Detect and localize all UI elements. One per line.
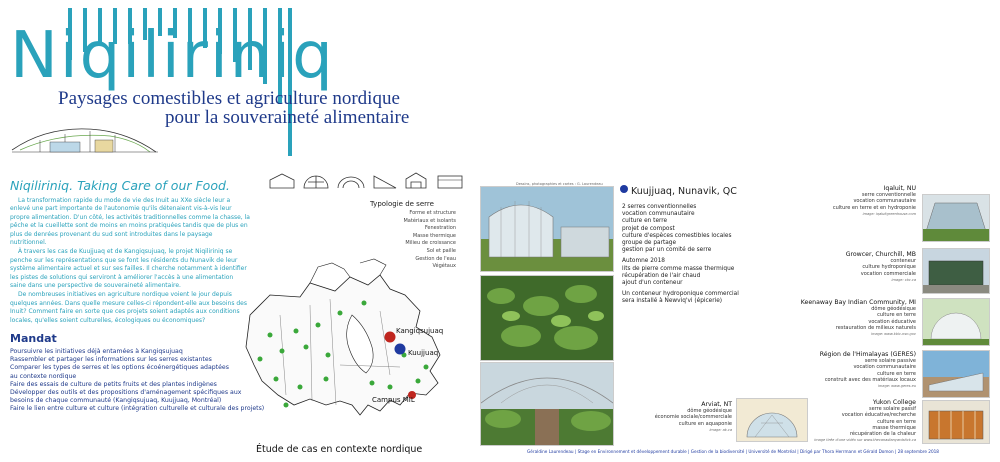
mandat-heading: Mandat — [10, 332, 57, 345]
kuujjuaq-line: vocation communautaire — [622, 211, 695, 218]
typology-item: Gestion de l'eau — [415, 255, 456, 262]
case-line: vocation éducative — [868, 318, 916, 325]
case-iqaluit — [810, 186, 916, 217]
kuujjuaq-line: Automne 2018 — [622, 258, 665, 265]
kuujjuaq-line: culture d'espèces comestibles locales — [622, 232, 732, 239]
greenhouse-site-marker — [416, 379, 421, 384]
greenhouse-site-marker — [280, 349, 285, 354]
greenhouse-site-marker — [424, 365, 429, 370]
kuujjuaq-line: groupe de partage — [622, 240, 677, 247]
kuujjuaq-marker — [395, 344, 406, 355]
photo-yukon — [922, 400, 990, 444]
case-line: construit avec des matériaux locaux — [824, 376, 916, 383]
case-growcer — [810, 252, 916, 283]
photo-arviat-dome — [736, 398, 808, 442]
case-line: conteneur — [890, 258, 916, 265]
case-line: culture hydroponique — [862, 264, 916, 271]
photo-keenaway-dome — [922, 298, 990, 346]
hoop-greenhouse-icon — [338, 177, 364, 188]
page-title: Niqiliriniq — [10, 19, 335, 93]
case-source: image: iqaluitgreenhouse.com — [862, 211, 916, 216]
case-source: image: www.geres.eu — [878, 384, 916, 389]
intro-text — [10, 197, 250, 326]
canada-map — [240, 255, 470, 445]
kuujjuaq-line: projet de compost — [622, 225, 675, 232]
gable-greenhouse-icon — [270, 174, 294, 188]
case-line: culture en terre — [877, 370, 916, 377]
case-line: culture en terre et en hydroponie — [832, 204, 916, 211]
greenhouse-site-marker — [316, 323, 321, 328]
kuujjuaq-line: gestion par un comité de serre — [622, 247, 712, 254]
mandat-item: Développer des outils et des propositions d'aménagement spécifiques aux — [10, 389, 242, 397]
case-line: culture en terre — [877, 312, 916, 319]
container-greenhouse-icon — [436, 170, 466, 192]
kuujjuaq-line: culture en terre — [622, 218, 668, 225]
photo-iqaluit — [922, 194, 990, 242]
case-line: serre conventionnelle — [861, 192, 916, 199]
intro-paragraph: À travers les cas de Kuujjuaq et de Kangiqsujuaq, le projet Niqiliriniq se penche sur les représentations que se font les résidents du Nunavik de leur système alimentaire actuel et sur ses failles. Il cherche notamment à identifier les pistes de solutions qui serviront à améliorer l'accès à une alimentation saine dans une perspective de souveraineté alimentaire. — [10, 248, 247, 290]
typology-item: Forme et structure — [409, 210, 456, 216]
typology-item: Sol et paille — [426, 247, 456, 254]
subtitle-line-1: Paysages comestibles et agriculture nordique — [58, 88, 400, 109]
subtitle-line-2: pour la souveraineté alimentaire — [165, 107, 410, 128]
greenhouse-site-marker — [338, 311, 343, 316]
case-title: Keenaway Bay Indian Community, MI — [800, 299, 916, 306]
geodesic-dome-icon — [304, 176, 328, 188]
intro-heading: Niqiliriniq. Taking Care of our Food. — [10, 178, 230, 193]
passive-solar-greenhouse-icon — [406, 173, 426, 188]
kuujjuaq-block-3 — [622, 291, 772, 305]
case-line: restauration de milieux naturels — [835, 324, 916, 331]
kuujjuaq-line: 2 serres conventionnelles — [622, 204, 697, 210]
intro-paragraph: La transformation rapide du mode de vie des Inuit au XXe siècle leur a enlevé une part importante de l'autonomie qu'ils détenaient vis-à-vis leur propre alimentation. D'un côté, les activités traditionnelles comme la chasse, la pêche et la cueillette sont de moins en moins pratiquées tandis que de plus en plus de denrées provenant du sud sont introduites dans le paysage nutritionnel. — [10, 197, 250, 247]
photo-kuujjuaq-greenhouse-exterior — [480, 186, 614, 272]
greenhouse-type-icons — [268, 170, 448, 192]
case-title: Iqaluit, NU — [883, 185, 916, 192]
mandat-list — [10, 348, 270, 414]
greenhouse-site-marker — [294, 329, 299, 334]
case-line: dôme géodésique — [687, 408, 732, 415]
greenhouse-site-marker — [388, 385, 393, 390]
case-line: économie sociale/commerciale — [654, 414, 732, 421]
typology-item: Fenestration — [424, 225, 456, 232]
map-label-kuujjuaq: Kuujjuaq — [408, 349, 439, 357]
typology-item: Végétaux — [432, 263, 456, 270]
case-line: récupération de la chaleur — [849, 431, 916, 438]
greenhouse-site-marker — [370, 381, 375, 386]
kuujjuaq-heading: Kuujjuaq, Nunavik, QC — [631, 186, 737, 197]
kuujjuaq-location-dot — [620, 185, 628, 193]
kuujjuaq-block-1 — [622, 204, 772, 254]
kuujjuaq-block-2 — [622, 258, 772, 287]
case-line: vocation communautaire — [853, 198, 916, 205]
case-source: image: www.kbic-nsn.gov — [871, 332, 916, 337]
mandat-item: besoins de chaque communauté (Kangiqsujuaq, Kuujjuaq, Montréal) — [10, 397, 222, 405]
greenhouse-site-marker — [326, 353, 331, 358]
map-label-campus-mil: Campus MIL — [372, 396, 415, 404]
case-line: vocation communautaire — [853, 364, 916, 371]
case-line: culture en aquaponie — [678, 420, 732, 427]
case-source: image: ak.ca — [709, 427, 732, 432]
map-caption: Étude de cas en contexte nordique — [256, 444, 423, 455]
case-line: vocation éducative/recherche — [841, 412, 916, 419]
photo-greenhouse-interior — [480, 362, 614, 446]
greenhouse-site-marker — [284, 403, 289, 408]
case-source: image: cbc.ca — [891, 277, 916, 282]
mandat-item: Comparer les types de serres et les options écoénergétiques adaptées — [10, 364, 229, 372]
case-title: Région de l'Himalayas (GERES) — [819, 351, 916, 358]
case-title: Yukon College — [872, 399, 916, 406]
map-label-kangiqsujuaq: Kangiqsujuaq — [396, 327, 444, 335]
typology-heading: Typologie de serre — [370, 200, 434, 208]
photo-credit: Dessins, photographies et cartes : G. Laurendeau — [516, 182, 603, 186]
photo-growcer — [922, 248, 990, 294]
kangiqsujuaq-marker — [385, 332, 396, 343]
mandat-item: Rassembler et partager les informations sur les serres existantes — [10, 356, 212, 364]
typology-item: Matériaux et isolants — [403, 217, 456, 224]
case-title: Arviat, NT — [701, 401, 732, 408]
case-line: serre solaire passive — [864, 358, 916, 365]
kuujjuaq-line: ajout d'un conteneur — [622, 280, 683, 287]
case-line: serre solaire passif — [869, 406, 916, 413]
photo-plants-closeup — [480, 275, 614, 361]
greenhouse-site-marker — [268, 333, 273, 338]
case-source: image tirée d'une vidéo sur www.thecanadianyardstick.ca — [814, 438, 916, 443]
mandat-item: au contexte nordique — [10, 372, 77, 380]
mandat-item: Faire le lien entre culture et culture (intégration culturelle et culturale des projets) — [10, 405, 265, 413]
greenhouse-site-marker — [258, 357, 263, 362]
kuujjuaq-line: sera installé à Newviq'vi (épicerie) — [622, 298, 723, 305]
case-line: dôme géodésique — [871, 306, 916, 313]
kuujjuaq-line: récupération de l'air chaud — [622, 272, 701, 279]
typology-item: Masse thermique — [412, 232, 456, 239]
greenhouse-site-marker — [324, 377, 329, 382]
typology-item: Milieu de croissance — [405, 240, 456, 247]
kuujjuaq-line: lits de pierre comme masse thermique — [622, 265, 735, 272]
greenhouse-site-marker — [298, 385, 303, 390]
mandat-item: Faire des essais de culture de petits fruits et des plantes indigènes — [10, 380, 217, 388]
kuujjuaq-description — [622, 204, 772, 310]
case-line: vocation commerciale — [860, 270, 916, 277]
photo-himalayas — [922, 350, 990, 398]
case-line: masse thermique — [872, 424, 916, 431]
greenhouse-site-marker — [304, 345, 309, 350]
footer-credits: Géraldine Laurendeau | Stage en Environnement et développement durable | Gestion de la biodiversité | Université de Montréal | Dirigé par Thora Herrmann et Gérald Domon | 28 septembre 2018 — [527, 449, 939, 454]
mandat-item: Poursuivre les initiatives déjà entamées à Kangiqsujuaq — [10, 348, 183, 355]
case-himalayas — [800, 352, 916, 389]
greenhouse-site-marker — [362, 301, 367, 306]
case-title: Growcer, Churchill, MB — [845, 251, 916, 258]
case-arviat — [620, 402, 732, 433]
greenhouse-site-marker — [274, 377, 279, 382]
kuujjuaq-line: Un conteneur hydroponique commercial — [622, 291, 739, 298]
case-keenaway — [790, 300, 916, 337]
case-line: culture en terre — [877, 418, 916, 425]
case-yukon — [800, 400, 916, 443]
lean-to-greenhouse-icon — [374, 176, 396, 188]
greenhouse-sketch — [10, 110, 160, 160]
intro-paragraph: De nombreuses initiatives en agriculture nordique voient le jour depuis quelques années. Dans quelle mesure celles-ci répondent-elle aux besoins des Inuit? Comment faire en sorte que ces projets soient adaptés aux conditions locales, qu'elles soient culturelles, écologiques ou économiques? — [10, 291, 247, 324]
